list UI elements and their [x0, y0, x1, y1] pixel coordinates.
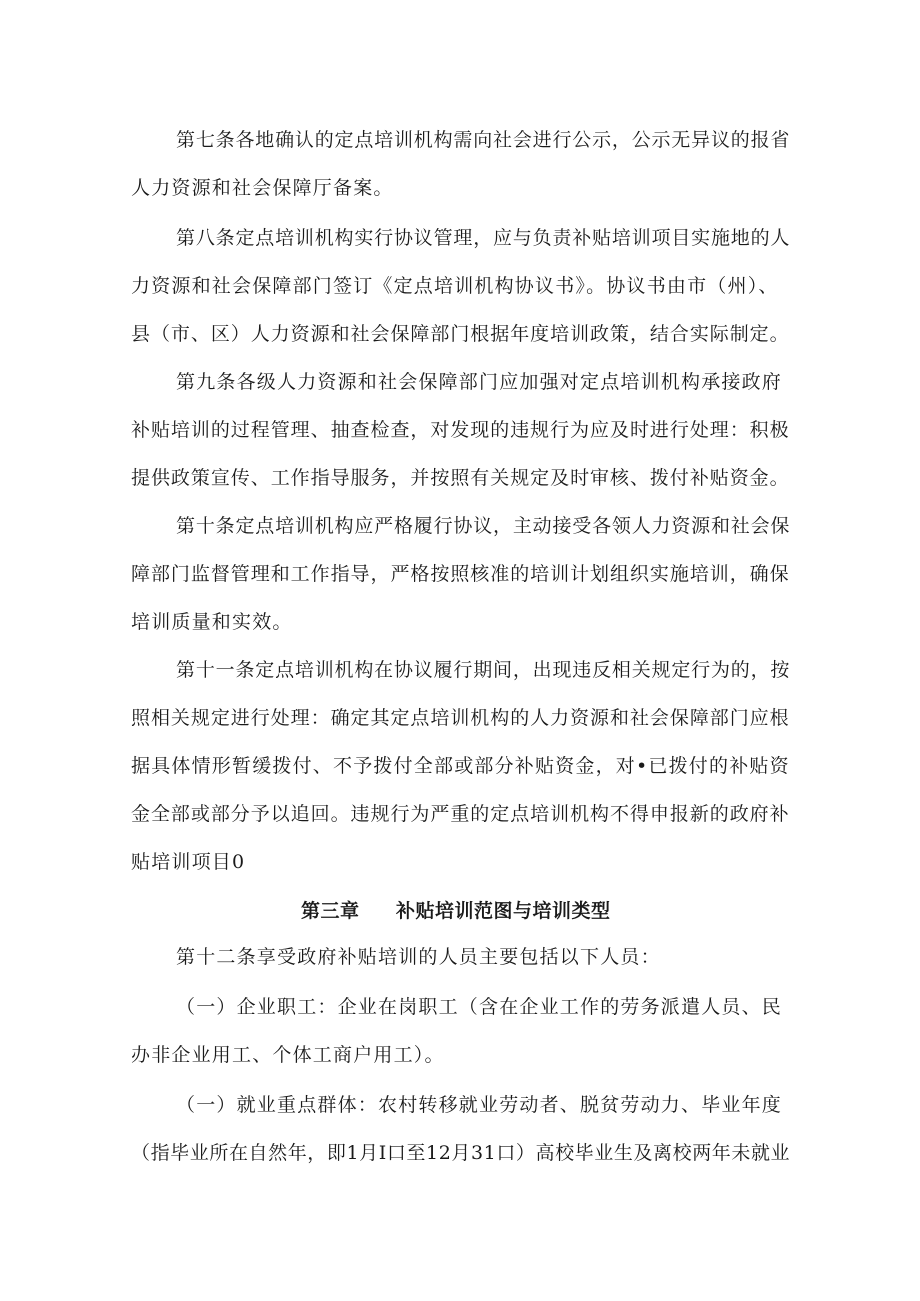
- article-11-line-4: 金全部或部分予以追回。违规行为严重的定点培训机构不得申报新的政府补: [131, 803, 790, 825]
- chapter-number: 第三章: [301, 900, 360, 922]
- article-9-line-2: 补贴培训的过程管理、抽查检查，对发现的违规行为应及时进行处理：积极: [131, 419, 790, 441]
- article-9-line-3: 提供政策宣传、工作指导服务，并按照有关规定及时审核、拨付补贴资金。: [131, 467, 790, 489]
- article-12-line-1: 第十二条享受政府补贴培训的人员主要包括以下人员：: [176, 946, 661, 968]
- item-1-line-1: （一）企业职工：企业在岗职工（含在企业工作的劳务派遣人员、民: [176, 996, 783, 1018]
- article-7-line-1: 第七条各地确认的定点培训机构需向社会进行公示，公示无异议的报省: [176, 129, 791, 151]
- article-8-line-1: 第八条定点培训机构实行协议管理，应与负责补贴培训项目实施地的人: [176, 227, 791, 249]
- item-2-line-1: （一）就业重点群体：农村转移就业劳动者、脱贫劳动力、毕业年度: [176, 1094, 783, 1116]
- article-9-line-1: 第九条各级人力资源和社会保障部门应加强对定点培训机构承接政府: [176, 371, 783, 393]
- chapter-title: 补贴培训范图与培训类型: [396, 900, 611, 922]
- article-11-line-1: 第十一条定点培训机构在协议履行期间，出现违反相关规定行为的，按: [176, 659, 791, 681]
- item-1-line-2: 办非企业用工、个体工商户用工）。: [131, 1044, 445, 1066]
- article-11-line-3: 据具体情形暂缓拨付、不予拨付全部或部分补贴资金，对•已拨付的补贴资: [131, 755, 790, 777]
- article-11-line-2: 照相关规定进行处理：确定其定点培训机构的人力资源和社会保障部门应根: [131, 707, 790, 729]
- article-10-line-2: 障部门监督管理和工作指导，严格按照核准的培训计划组织实施培训，确保: [131, 563, 790, 585]
- article-10-line-3: 培训质量和实效。: [131, 611, 293, 633]
- article-11-line-5: 贴培训项目0: [131, 851, 246, 873]
- article-8-line-3: 县（市、区）人力资源和社会保障部门根据年度培训政策，结合实际制定。: [131, 323, 790, 345]
- article-8-line-2: 力资源和社会保障部门签订《定点培训机构协议书》。协议书由市（州）、: [131, 275, 779, 297]
- item-2-line-2: （指毕业所在自然年，即1月I口至12月31口）高校毕业生及离校两年未就业: [131, 1142, 791, 1164]
- article-10-line-1: 第十条定点培训机构应严格履行协议，主动接受各领人力资源和社会保: [176, 515, 791, 537]
- article-7-line-2: 人力资源和社会保障厅备案。: [131, 177, 394, 199]
